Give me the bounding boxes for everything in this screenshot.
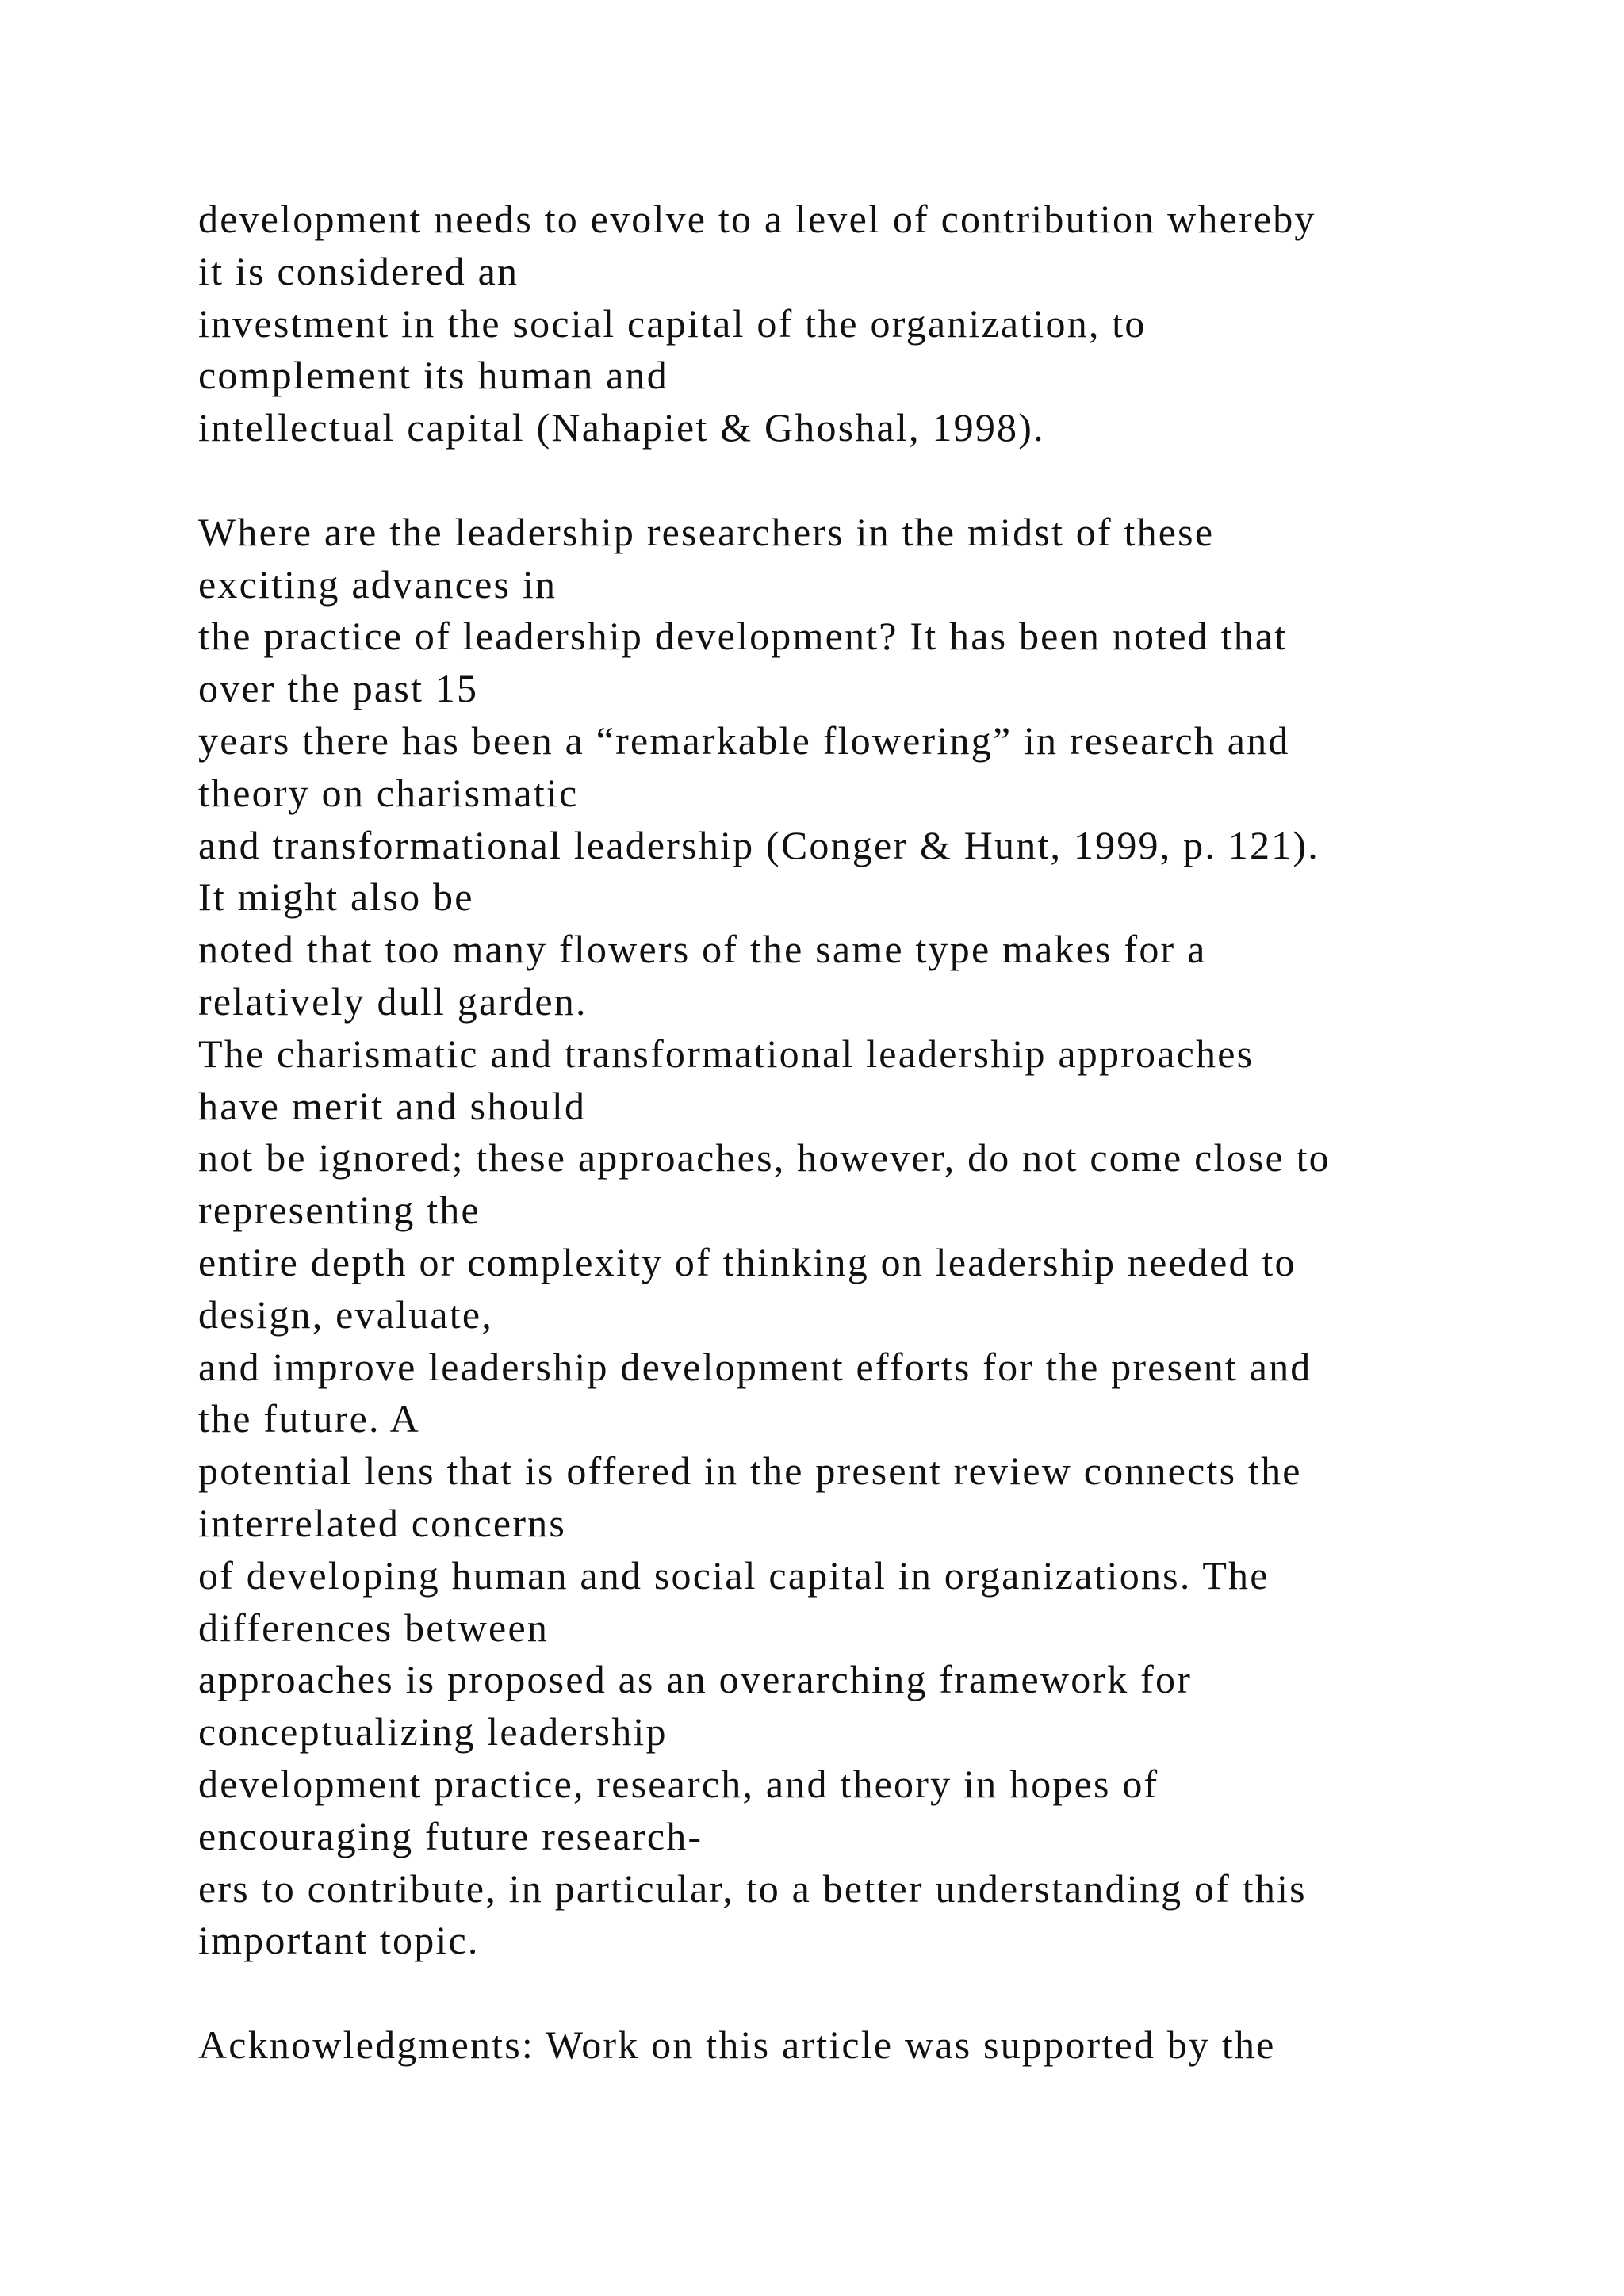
text-line: development practice, research, and theory in hopes of [198, 1761, 1159, 1806]
text-line: and improve leadership development efforts for the present and [198, 1344, 1312, 1389]
text-line: approaches is proposed as an overarching framework for [198, 1657, 1193, 1702]
text-line: potential lens that is offered in the present review connects the [198, 1448, 1302, 1494]
text-line: relatively dull garden. [198, 978, 588, 1024]
text-line: Acknowledgments: Work on this article was supported by the [198, 2022, 1276, 2067]
text-line: noted that too many flowers of the same type makes for a [198, 927, 1207, 972]
text-line: It might also be [198, 874, 474, 920]
paragraph-gap [198, 1967, 1610, 2019]
document-body [198, 193, 1610, 2072]
text-line: encouraging future research- [198, 1813, 703, 1858]
text-line: years there has been a “remarkable flowering” in research and [198, 718, 1290, 763]
text-line: the practice of leadership development? It has been noted that [198, 614, 1288, 659]
paragraph [198, 507, 1610, 1967]
paragraph [198, 193, 1610, 454]
text-line: not be ignored; these approaches, however, do not come close to [198, 1135, 1331, 1181]
text-line: exciting advances in [198, 561, 557, 607]
text-line: and transformational leadership (Conger & Hunt, 1999, p. 121). [198, 822, 1320, 867]
text-line: have merit and should [198, 1083, 587, 1128]
text-line: design, evaluate, [198, 1292, 493, 1337]
text-line: of developing human and social capital in organizations. The [198, 1552, 1270, 1598]
text-line: development needs to evolve to a level of contribution whereby [198, 197, 1316, 241]
text-line: it is considered an [198, 248, 519, 293]
text-line: conceptualizing leadership [198, 1709, 668, 1755]
text-line: intellectual capital (Nahapiet & Ghoshal, 1998). [198, 405, 1045, 450]
text-line: interrelated concerns [198, 1500, 567, 1545]
text-line: the future. A [198, 1396, 420, 1441]
text-line: investment in the social capital of the organization, to [198, 300, 1147, 346]
paragraph-gap [198, 454, 1610, 507]
text-line: complement its human and [198, 353, 668, 398]
text-line: theory on charismatic [198, 770, 579, 815]
text-line: important topic. [198, 1918, 480, 1963]
text-line: entire depth or complexity of thinking on leadership needed to [198, 1239, 1297, 1284]
text-line: Where are the leadership researchers in the midst of these [198, 509, 1215, 554]
text-line: The charismatic and transformational leadership approaches [198, 1031, 1254, 1076]
text-line: differences between [198, 1605, 550, 1650]
text-line: over the past 15 [198, 666, 479, 711]
text-line: ers to contribute, in particular, to a better understanding of this [198, 1866, 1307, 1911]
paragraph [198, 2019, 1610, 2072]
text-line: representing the [198, 1188, 481, 1233]
